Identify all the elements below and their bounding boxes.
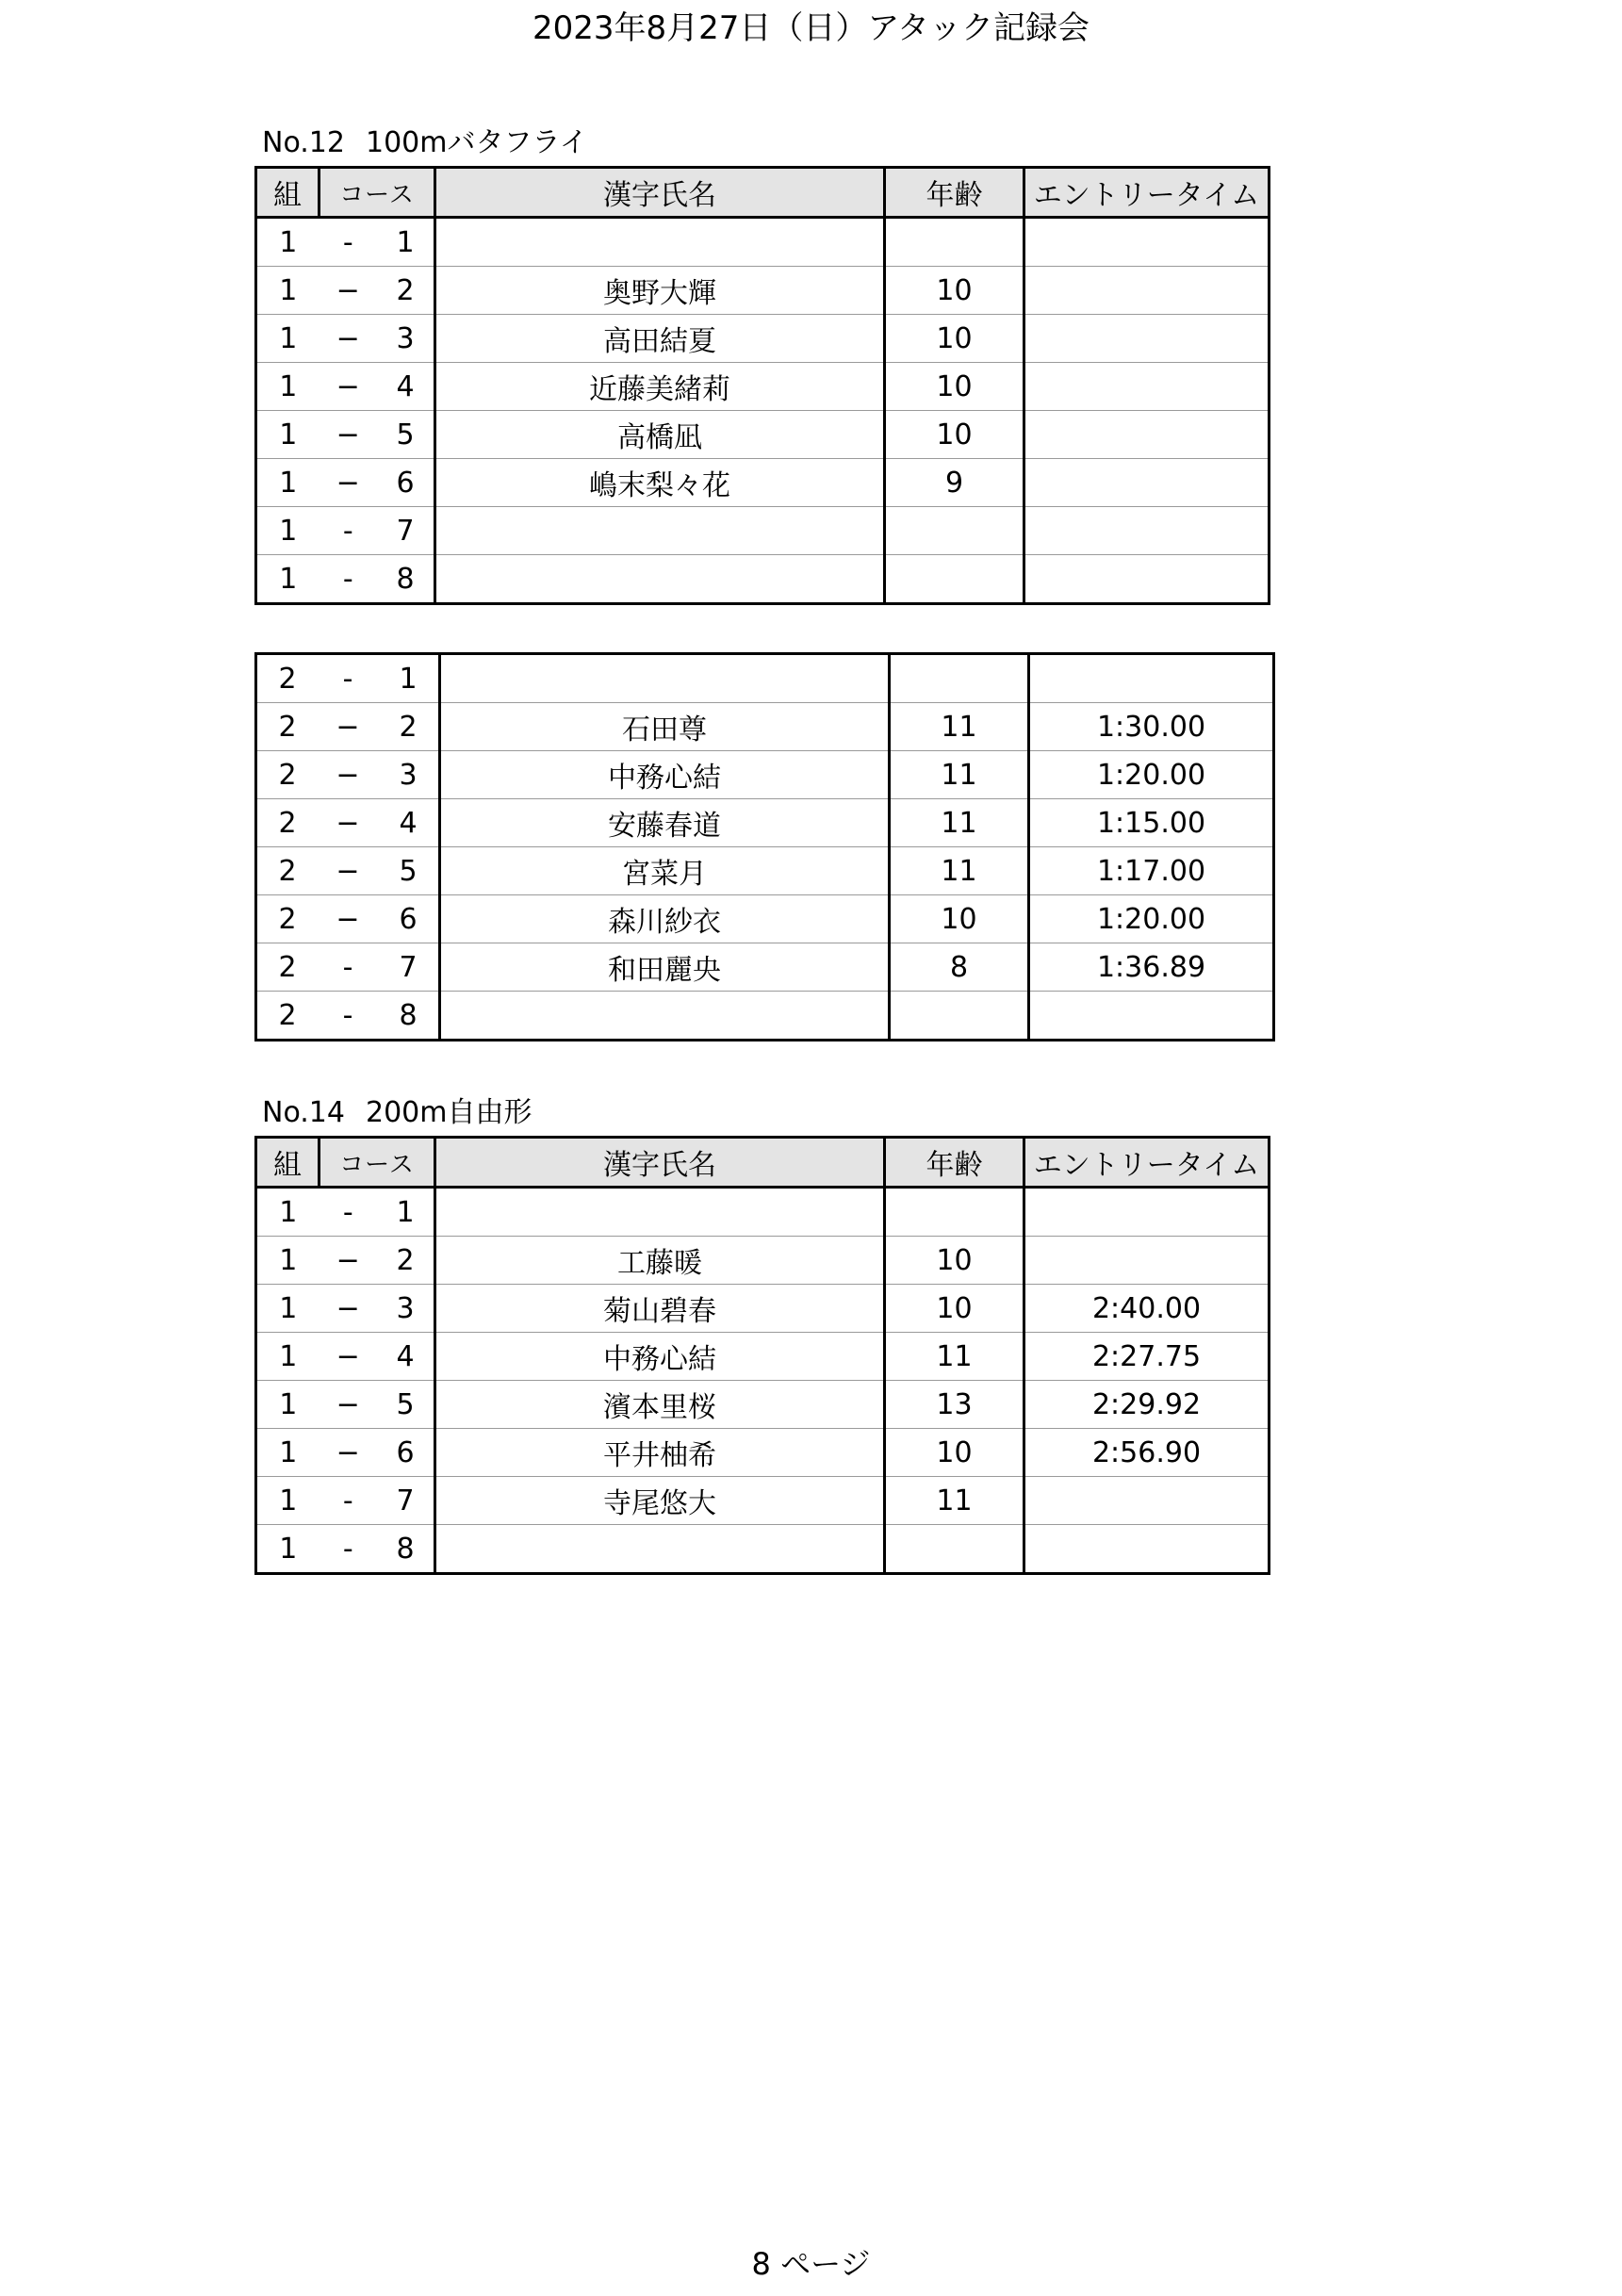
- entry-time-cell: [1024, 459, 1270, 507]
- age-cell: 10: [885, 411, 1024, 459]
- column-header-entry-time: エントリータイム: [1024, 168, 1270, 218]
- dash-cell: −: [319, 1381, 378, 1429]
- column-header-name: 漢字氏名: [435, 168, 885, 218]
- lane-cell: 4: [378, 799, 440, 847]
- entry-time-cell: [1024, 1525, 1270, 1574]
- name-cell: 菊山碧春: [435, 1285, 885, 1333]
- lane-cell: 2: [377, 267, 435, 315]
- table-row: [256, 218, 1270, 267]
- lane-cell: 6: [378, 895, 440, 943]
- entry-time-cell: 2:29.92: [1024, 1381, 1270, 1429]
- lane-cell: 8: [377, 1525, 435, 1574]
- event-name: 200m自由形: [365, 1096, 532, 1129]
- dash-cell: -: [318, 943, 378, 992]
- lane-cell: 6: [377, 1429, 435, 1477]
- group-cell: 2: [256, 799, 319, 847]
- lane-cell: 5: [377, 1381, 435, 1429]
- lane-cell: 1: [377, 1188, 435, 1237]
- age-cell: 10: [890, 895, 1029, 943]
- age-cell: 10: [885, 267, 1024, 315]
- event-title-no14: [262, 1096, 532, 1130]
- name-cell: [440, 992, 890, 1041]
- name-cell: 和田麗央: [440, 943, 890, 992]
- age-cell: 10: [885, 1429, 1024, 1477]
- dash-cell: -: [318, 992, 378, 1041]
- age-cell: 10: [885, 315, 1024, 363]
- heat-table-no12-group1: [254, 166, 1270, 605]
- dash-cell: −: [318, 751, 378, 799]
- page-title: 2023年8月27日（日）アタック記録会: [532, 9, 1090, 47]
- group-cell: 1: [256, 315, 319, 363]
- dash-cell: -: [319, 507, 378, 555]
- age-cell: 11: [890, 799, 1029, 847]
- name-cell: 濱本里桜: [435, 1381, 885, 1429]
- name-cell: 近藤美緒莉: [435, 363, 885, 411]
- table-row: [256, 363, 1270, 411]
- dash-cell: −: [319, 315, 378, 363]
- group-cell: 2: [256, 943, 319, 992]
- entry-time-cell: [1024, 363, 1270, 411]
- name-cell: [440, 654, 890, 703]
- name-cell: 高橋凪: [435, 411, 885, 459]
- event-name: 100mバタフライ: [365, 126, 588, 159]
- entry-time-cell: [1024, 218, 1270, 267]
- dash-cell: −: [319, 1285, 378, 1333]
- group-cell: 2: [256, 847, 319, 895]
- column-header-course: コース: [319, 168, 435, 218]
- age-cell: 11: [890, 703, 1029, 751]
- age-cell: [890, 992, 1029, 1041]
- entry-time-cell: [1029, 654, 1274, 703]
- age-cell: 10: [885, 1285, 1024, 1333]
- table-row: [256, 1477, 1270, 1525]
- table-row: [256, 992, 1274, 1041]
- group-cell: 1: [256, 411, 319, 459]
- group-cell: 2: [256, 654, 319, 703]
- lane-cell: 7: [377, 1477, 435, 1525]
- dash-cell: −: [318, 703, 378, 751]
- table-row: [256, 751, 1274, 799]
- age-cell: [885, 507, 1024, 555]
- entry-time-cell: 1:20.00: [1029, 895, 1274, 943]
- group-cell: 1: [256, 1525, 319, 1574]
- group-cell: 1: [256, 1381, 319, 1429]
- group-cell: 1: [256, 363, 319, 411]
- name-cell: 安藤春道: [440, 799, 890, 847]
- dash-cell: −: [319, 1429, 378, 1477]
- column-header-group: 組: [256, 1138, 319, 1188]
- lane-cell: 7: [378, 943, 440, 992]
- group-cell: 1: [256, 1477, 319, 1525]
- entry-time-cell: 1:30.00: [1029, 703, 1274, 751]
- age-cell: [885, 1188, 1024, 1237]
- name-cell: 中務心結: [440, 751, 890, 799]
- lane-cell: 8: [377, 555, 435, 604]
- lane-cell: 7: [377, 507, 435, 555]
- name-cell: 中務心結: [435, 1333, 885, 1381]
- entry-time-cell: 1:20.00: [1029, 751, 1274, 799]
- entry-time-cell: 2:56.90: [1024, 1429, 1270, 1477]
- entry-time-cell: [1029, 992, 1274, 1041]
- dash-cell: -: [319, 1477, 378, 1525]
- table-row: [256, 507, 1270, 555]
- dash-cell: -: [319, 218, 378, 267]
- age-cell: 10: [885, 1237, 1024, 1285]
- age-cell: 11: [890, 847, 1029, 895]
- heat-table-no14-group1: [254, 1136, 1270, 1575]
- table-row: [256, 1188, 1270, 1237]
- entry-time-cell: [1024, 1188, 1270, 1237]
- group-cell: 1: [256, 459, 319, 507]
- age-cell: 8: [890, 943, 1029, 992]
- table-row: [256, 1525, 1270, 1574]
- dash-cell: −: [318, 799, 378, 847]
- dash-cell: -: [318, 654, 378, 703]
- table-row: [256, 1237, 1270, 1285]
- age-cell: 9: [885, 459, 1024, 507]
- table-row: [256, 1381, 1270, 1429]
- heat-table-no12-group2: [254, 652, 1275, 1041]
- name-cell: 高田結夏: [435, 315, 885, 363]
- table-header-row: [256, 1138, 1270, 1188]
- entry-time-cell: 2:27.75: [1024, 1333, 1270, 1381]
- lane-cell: 5: [377, 411, 435, 459]
- dash-cell: -: [319, 555, 378, 604]
- lane-cell: 2: [378, 703, 440, 751]
- dash-cell: -: [319, 1525, 378, 1574]
- dash-cell: −: [319, 411, 378, 459]
- lane-cell: 3: [377, 1285, 435, 1333]
- table-row: [256, 1285, 1270, 1333]
- column-header-name: 漢字氏名: [435, 1138, 885, 1188]
- dash-cell: −: [319, 1237, 378, 1285]
- group-cell: 1: [256, 218, 319, 267]
- table-row: [256, 459, 1270, 507]
- name-cell: 宮菜月: [440, 847, 890, 895]
- age-cell: [890, 654, 1029, 703]
- dash-cell: −: [318, 847, 378, 895]
- age-cell: 13: [885, 1381, 1024, 1429]
- table-row: [256, 703, 1274, 751]
- entry-time-cell: [1024, 1237, 1270, 1285]
- entry-time-cell: [1024, 507, 1270, 555]
- entry-time-cell: 2:40.00: [1024, 1285, 1270, 1333]
- group-cell: 2: [256, 895, 319, 943]
- column-header-course: コース: [319, 1138, 435, 1188]
- column-header-age: 年齢: [885, 1138, 1024, 1188]
- event-title-no12: [262, 126, 588, 160]
- table-row: [256, 315, 1270, 363]
- table-row: [256, 799, 1274, 847]
- lane-cell: 3: [378, 751, 440, 799]
- column-header-group: 組: [256, 168, 319, 218]
- event-number: No.14: [262, 1096, 345, 1129]
- dash-cell: −: [319, 363, 378, 411]
- group-cell: 2: [256, 703, 319, 751]
- age-cell: [885, 555, 1024, 604]
- entry-time-cell: 1:36.89: [1029, 943, 1274, 992]
- entry-time-cell: [1024, 315, 1270, 363]
- group-cell: 1: [256, 555, 319, 604]
- entry-time-cell: [1024, 267, 1270, 315]
- name-cell: [435, 218, 885, 267]
- lane-cell: 5: [378, 847, 440, 895]
- name-cell: [435, 507, 885, 555]
- table-row: [256, 654, 1274, 703]
- table-row: [256, 411, 1270, 459]
- dash-cell: −: [319, 267, 378, 315]
- age-cell: 11: [885, 1477, 1024, 1525]
- lane-cell: 1: [377, 218, 435, 267]
- table-header-row: [256, 168, 1270, 218]
- dash-cell: -: [319, 1188, 378, 1237]
- entry-time-cell: [1024, 555, 1270, 604]
- lane-cell: 6: [377, 459, 435, 507]
- lane-cell: 1: [378, 654, 440, 703]
- entry-time-cell: 1:15.00: [1029, 799, 1274, 847]
- page-number: 8 ページ: [751, 2246, 871, 2282]
- name-cell: 石田尊: [440, 703, 890, 751]
- table-row: [256, 1333, 1270, 1381]
- lane-cell: 3: [377, 315, 435, 363]
- age-cell: [885, 1525, 1024, 1574]
- dash-cell: −: [318, 895, 378, 943]
- lane-cell: 2: [377, 1237, 435, 1285]
- name-cell: 嶋末梨々花: [435, 459, 885, 507]
- table-row: [256, 895, 1274, 943]
- group-cell: 1: [256, 1285, 319, 1333]
- age-cell: [885, 218, 1024, 267]
- column-header-age: 年齢: [885, 168, 1024, 218]
- group-cell: 1: [256, 1188, 319, 1237]
- name-cell: 奥野大輝: [435, 267, 885, 315]
- entry-time-cell: [1024, 1477, 1270, 1525]
- dash-cell: −: [319, 1333, 378, 1381]
- group-cell: 1: [256, 507, 319, 555]
- age-cell: 10: [885, 363, 1024, 411]
- dash-cell: −: [319, 459, 378, 507]
- entry-time-cell: 1:17.00: [1029, 847, 1274, 895]
- table-row: [256, 847, 1274, 895]
- entry-time-cell: [1024, 411, 1270, 459]
- name-cell: 森川紗衣: [440, 895, 890, 943]
- name-cell: 平井柚希: [435, 1429, 885, 1477]
- name-cell: [435, 555, 885, 604]
- age-cell: 11: [890, 751, 1029, 799]
- lane-cell: 4: [377, 363, 435, 411]
- group-cell: 1: [256, 1429, 319, 1477]
- lane-cell: 4: [377, 1333, 435, 1381]
- name-cell: [435, 1525, 885, 1574]
- table-row: [256, 267, 1270, 315]
- column-header-entry-time: エントリータイム: [1024, 1138, 1270, 1188]
- group-cell: 2: [256, 751, 319, 799]
- group-cell: 1: [256, 1333, 319, 1381]
- lane-cell: 8: [378, 992, 440, 1041]
- table-row: [256, 943, 1274, 992]
- table-row: [256, 1429, 1270, 1477]
- group-cell: 1: [256, 267, 319, 315]
- age-cell: 11: [885, 1333, 1024, 1381]
- name-cell: 工藤暖: [435, 1237, 885, 1285]
- group-cell: 2: [256, 992, 319, 1041]
- name-cell: 寺尾悠大: [435, 1477, 885, 1525]
- table-row: [256, 555, 1270, 604]
- name-cell: [435, 1188, 885, 1237]
- event-number: No.12: [262, 126, 345, 159]
- group-cell: 1: [256, 1237, 319, 1285]
